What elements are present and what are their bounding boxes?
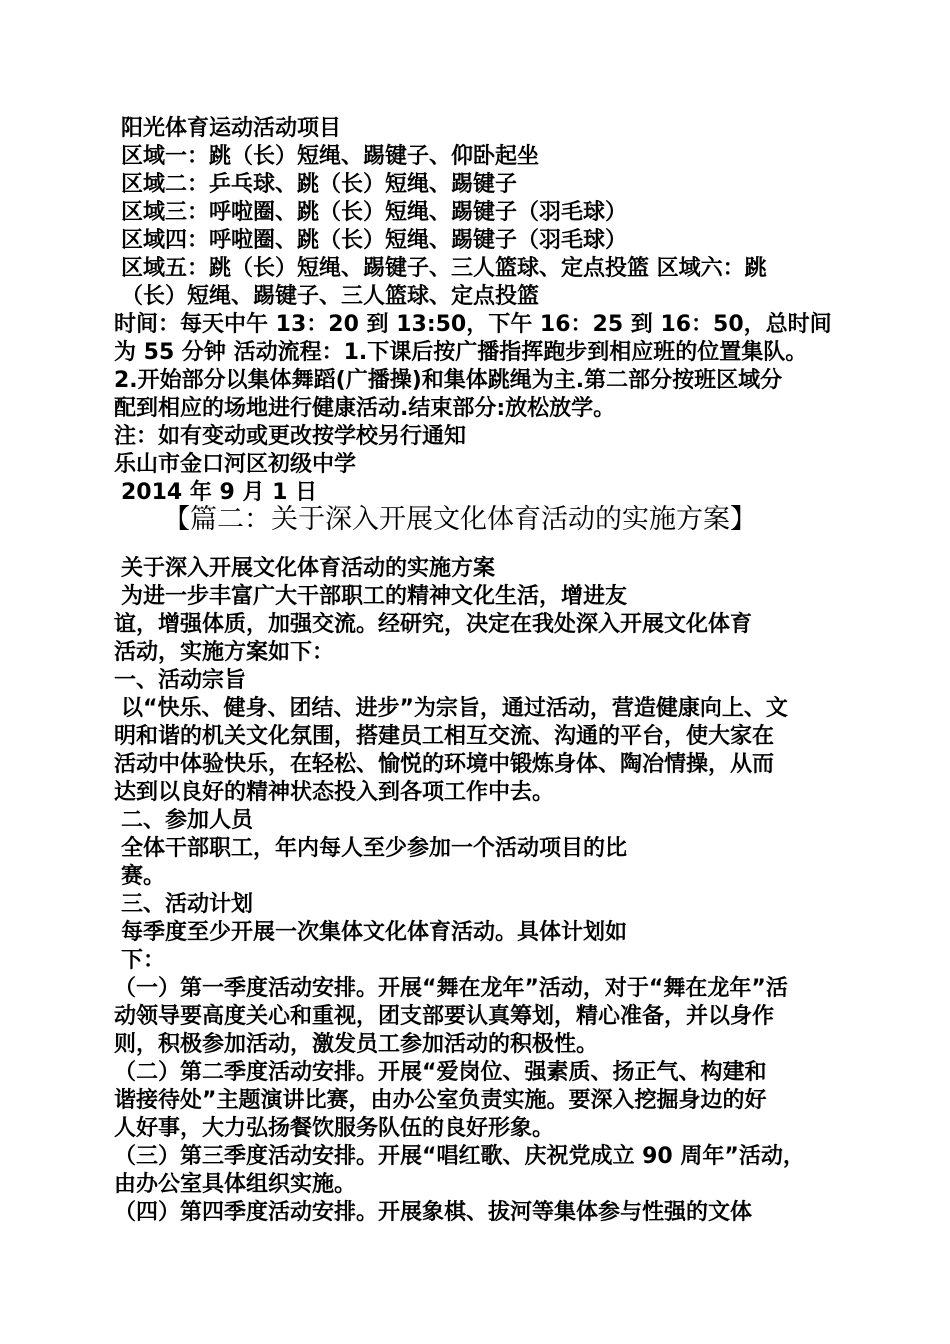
text-line: 人好事，大力弘扬餐饮服务队伍的良好形象。 bbox=[114, 1116, 555, 1141]
text-line: （一）第一季度活动安排。开展“舞在龙年”活动，对于“舞在龙年”活 bbox=[114, 976, 788, 1001]
text-line: 谐接待处”主题演讲比赛，由办公室负责实施。要深入挖掘身边的好 bbox=[114, 1088, 767, 1113]
text-line: 下： bbox=[121, 948, 166, 973]
subsection-heading: 三、活动计划 bbox=[121, 892, 254, 917]
text-line: 为进一步丰富广大干部职工的精神文化生活，增进友 bbox=[121, 584, 628, 609]
text-line: 区域二：乒乓球、跳（长）短绳、踢键子 bbox=[121, 172, 518, 197]
text-line: 2.开始部分以集体舞蹈(广播操)和集体跳绳为主.第二部分按班区域分 bbox=[114, 368, 783, 393]
subsection-heading: 一、活动宗旨 bbox=[114, 668, 247, 693]
text-line: 区域五：跳（长）短绳、踢键子、三人篮球、定点投篮 区域六：跳 bbox=[121, 256, 767, 281]
text-line: 每季度至少开展一次集体文化体育活动。具体计划如 bbox=[121, 920, 628, 945]
doc-title-line: 阳光体育运动活动项目 bbox=[121, 116, 342, 141]
section-heading: 【篇二：关于深入开展文化体育活动的实施方案】 bbox=[163, 504, 757, 535]
text-line: 明和谐的机关文化氛围，搭建员工相互交流、沟通的平台，使大家在 bbox=[114, 724, 775, 749]
text-line: （长）短绳、踢键子、三人篮球、定点投篮 bbox=[121, 284, 540, 309]
subsection-heading: 二、参加人员 bbox=[121, 808, 254, 833]
text-line: 时间：每天中午 13：20 到 13:50，下午 16：25 到 16：50，总时间 bbox=[114, 312, 832, 337]
text-line: 为 55 分钟 活动流程：1.下课后按广播指挥跑步到相应班的位置集队。 bbox=[114, 340, 808, 365]
school-name: 乐山市金口河区初级中学 bbox=[114, 452, 357, 477]
text-line: 区域四：呼啦圈、跳（长）短绳、踢键子（羽毛球） bbox=[121, 228, 628, 253]
text-line: 区域三：呼啦圈、跳（长）短绳、踢键子（羽毛球） bbox=[121, 200, 628, 225]
text-line: 达到以良好的精神状态投入到各项工作中去。 bbox=[114, 780, 555, 805]
text-line: 配到相应的场地进行健康活动.结束部分:放松放学。 bbox=[114, 396, 616, 421]
text-line: 活动，实施方案如下： bbox=[114, 640, 335, 665]
date-line: 2014 年 9 月 1 日 bbox=[121, 480, 318, 505]
text-line: 动领导要高度关心和重视，团支部要认真筹划，精心准备，并以身作 bbox=[114, 1004, 775, 1029]
text-line: 全体干部职工，年内每人至少参加一个活动项目的比 bbox=[121, 836, 628, 861]
text-line: 由办公室具体组织实施。 bbox=[114, 1172, 357, 1197]
text-line: （三）第三季度活动安排。开展“唱红歌、庆祝党成立 90 周年”活动， bbox=[114, 1144, 805, 1169]
plan-title: 关于深入开展文化体育活动的实施方案 bbox=[121, 556, 496, 581]
note-line: 注：如有变动或更改按学校另行通知 bbox=[114, 424, 467, 449]
text-line: 赛。 bbox=[121, 864, 166, 889]
text-line: （四）第四季度活动安排。开展象棋、拔河等集体参与性强的文体 bbox=[114, 1200, 753, 1225]
text-line: 则，积极参加活动，激发员工参加活动的积极性。 bbox=[114, 1032, 599, 1057]
text-line: 区域一：跳（长）短绳、踢键子、仰卧起坐 bbox=[121, 144, 540, 169]
text-line: 谊，增强体质，加强交流。经研究，决定在我处深入开展文化体育 bbox=[114, 612, 753, 637]
text-line: （二）第二季度活动安排。开展“爱岗位、强素质、扬正气、构建和 bbox=[114, 1060, 767, 1085]
text-line: 以“快乐、健身、团结、进步”为宗旨，通过活动，营造健康向上、文 bbox=[121, 696, 788, 721]
text-line: 活动中体验快乐，在轻松、愉悦的环境中锻炼身体、陶冶情操，从而 bbox=[114, 752, 775, 777]
